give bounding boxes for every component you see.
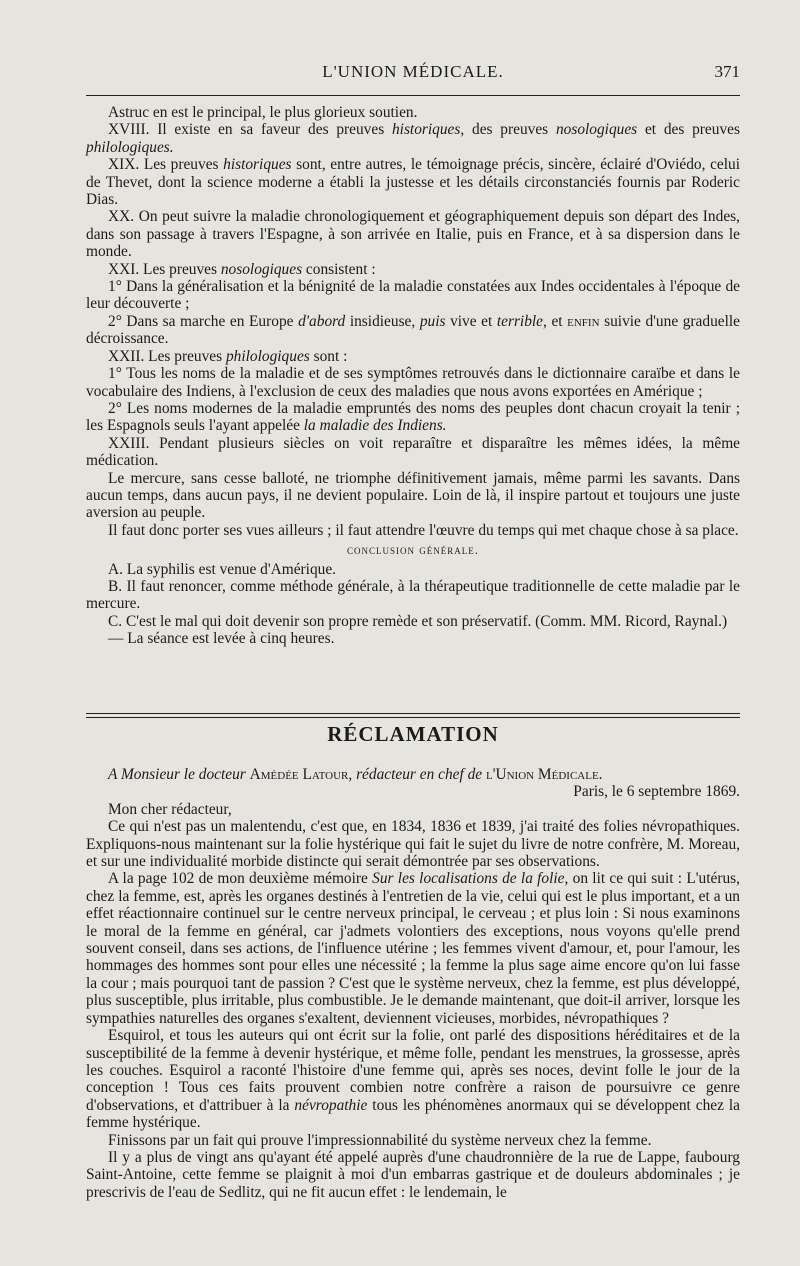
paragraph-item: 1° Dans la généralisation et la bénignité de la maladie constatées aux Indes occidentales à l'époque de leur découverte ; bbox=[86, 278, 740, 313]
conclusion-heading: conclusion générale. bbox=[347, 542, 479, 558]
running-title: L'UNION MÉDICALE. bbox=[322, 62, 504, 81]
section-divider bbox=[86, 713, 740, 718]
letter-dateline: Paris, le 6 septembre 1869. bbox=[573, 783, 740, 801]
letter-address: A Monsieur le docteur Amédée Latour, rédacteur en chef de l'Union Médicale. bbox=[108, 766, 603, 783]
paragraph-xix: XIX. Les preuves historiques sont, entre autres, le témoignage précis, sincère, éclairé d'Oviédo, celui de Thevet, dont la science moderne a établi la justesse et les détails circonstanciés fournis par Roderic Dias. bbox=[86, 156, 740, 209]
conclusion-c: C. C'est le mal qui doit devenir son propre remède et son préservatif. (Comm. MM. Ricord, Raynal.) bbox=[108, 612, 728, 630]
conclusion-b: B. Il faut renoncer, comme méthode générale, à la thérapeutique traditionnelle de cette maladie par le mercure. bbox=[86, 577, 740, 613]
paragraph-xviii: XVIII. Il existe en sa faveur des preuves historiques, des preuves nosologiques et des preuves philologiques. bbox=[86, 121, 740, 156]
paragraph: Il y a plus de vingt ans qu'ayant été appelé auprès d'une chaudronnière de la rue de Lappe, faubourg Saint-Antoine, cette femme se plaignit à moi d'un embarras gastrique et de douleurs abdominales ; je prescrivis de l'eau de Sedlitz, qui ne fit aucun effet : le lendemain, le bbox=[86, 1148, 740, 1201]
paragraph: Esquirol, et tous les auteurs qui ont écrit sur la folie, ont parlé des dispositions héréditaires et de la susceptibilité de la femme à devenir hystérique, et même folle, pendant les menstrues, la grossesse, après les couches. Esquirol a raconté l'histoire d'une femme qui, après ses noces, devint folle le jour de la conception ! Tous ces faits prouvent combien notre confrère a raison de poursuivre ce genre d'observations, et d'attribuer à la névropathie tous les phénomènes anormaux qui se développent chez la femme hystérique. bbox=[86, 1027, 740, 1132]
paragraph: Le mercure, sans cesse balloté, ne triomphe définitivement jamais, même parmi les savants. Dans aucun temps, dans aucun pays, il ne devient populaire. Loin de là, il inspire partout et toujours une juste aversion au peuple. bbox=[86, 469, 740, 522]
report-conclusion-block bbox=[86, 104, 740, 648]
paragraph: A la page 102 de mon deuxième mémoire Sur les localisations de la folie, on lit ce qui suit : L'utérus, chez la femme, est, après les organes destinés à l'entretien de la vie, celui qui est le plus important, et a un effet réactionnaire continuel sur le centre nerveux principal, le cerveau ; et plus loin : Si nous examinons le moral de la femme en général, car j'admets volontiers des exceptions, nous voyons qu'elle prend souvent conseil, dans ses actions, de l'influence utérine ; les femmes vivent d'amour, et, pour l'amour, les hommages des hommes sont pour elles une nécessité ; la femme la plus sage aime encore qu'on lui fasse la cour ; mais pourquoi tant de passion ? C'est que le système nerveux, chez la femme, est plus développé, plus susceptible, plus irritable, plus combustible. Je le demande maintenant, que doit-il arriver, lorsque les sympathies naturelles des organes s'exaltent, deviennent vicieuses, morbides, névropathiques ? bbox=[86, 870, 740, 1027]
paragraph-item: 1° Tous les noms de la maladie et de ses symptômes retrouvés dans le dictionnaire caraïbe et dans le vocabulaire des Indiens, à l'exclusion de ceux des maladies que nous avons exportées en Amérique ; bbox=[86, 365, 740, 400]
page-header bbox=[86, 62, 740, 86]
paragraph-xxi: XXI. Les preuves nosologiques consistent : bbox=[108, 260, 376, 278]
conclusion-a: A. La syphilis est venue d'Amérique. bbox=[108, 560, 337, 578]
paragraph-xxiii: XXIII. Pendant plusieurs siècles on voit reparaître et disparaître les mêmes idées, la même médication. bbox=[86, 434, 740, 470]
paragraph-item: 2° Les noms modernes de la maladie empruntés des noms des peuples dont chacun croyait la tenir ; les Espagnols seuls l'ayant appelée la maladie des Indiens. bbox=[86, 399, 740, 435]
paragraph-xxii: XXII. Les preuves philologiques sont : bbox=[108, 347, 348, 365]
session-closing: — La séance est levée à cinq heures. bbox=[108, 630, 335, 648]
paragraph-xx: XX. On peut suivre la maladie chronologiquement et géographiquement depuis son départ des Indes, dans son passage à travers l'Espagne, à son arrivée en Italie, puis en France, et à sa dispersion dans le monde. bbox=[86, 208, 740, 261]
reclamation-letter bbox=[86, 766, 740, 1201]
section-title: RÉCLAMATION bbox=[327, 722, 499, 746]
paragraph: Astruc en est le principal, le plus glorieux soutien. bbox=[108, 104, 418, 121]
paragraph-item: 2° Dans sa marche en Europe d'abord insidieuse, puis vive et terrible, et enfin suivie d'une graduelle décroissance. bbox=[86, 312, 740, 348]
paragraph: Finissons par un fait qui prouve l'impressionnabilité du système nerveux chez la femme. bbox=[108, 1131, 652, 1149]
paragraph: Ce qui n'est pas un malentendu, c'est que, en 1834, 1836 et 1839, j'ai traité des folies névropathiques. Expliquons-nous maintenant sur la folie hystérique qui fait le sujet du livre de notre confrère, M. Moreau, et sur une individualité morbide distincte qui serait démontrée par ses observations. bbox=[86, 818, 740, 871]
letter-salutation: Mon cher rédacteur, bbox=[108, 800, 232, 818]
page-number: 371 bbox=[714, 62, 740, 81]
header-rule bbox=[86, 95, 740, 96]
paragraph: Il faut donc porter ses vues ailleurs ; il faut attendre l'œuvre du temps qui met chaque chose à sa place. bbox=[108, 521, 739, 539]
